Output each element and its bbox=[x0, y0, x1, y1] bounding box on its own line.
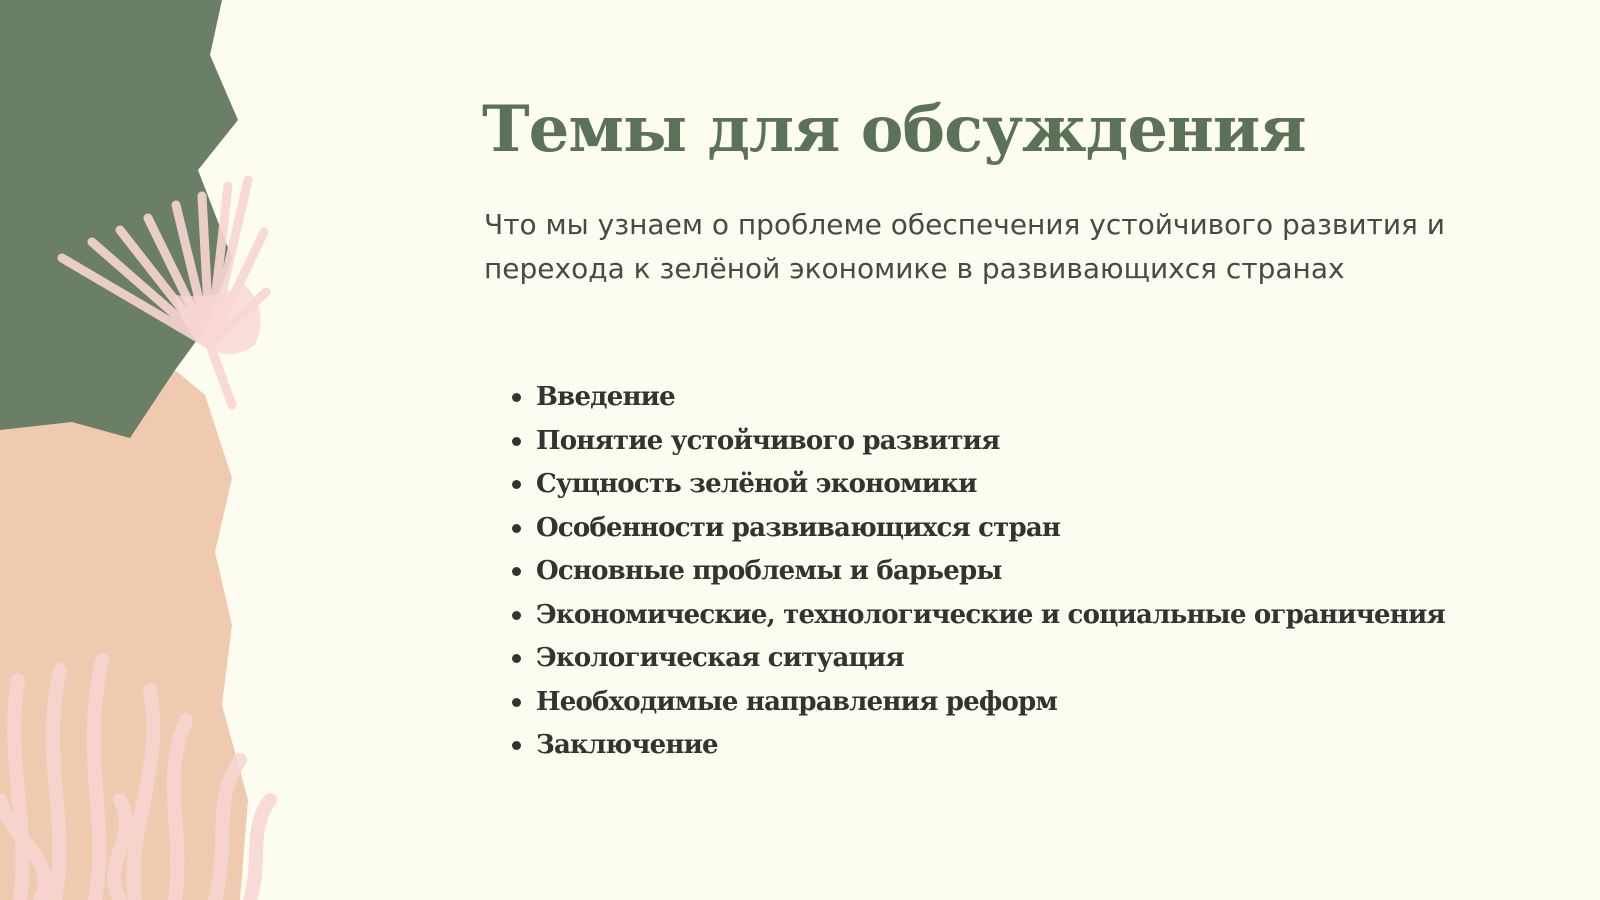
bullet-icon bbox=[512, 741, 521, 750]
list-item bbox=[510, 550, 1445, 594]
bullet-icon bbox=[512, 393, 521, 402]
list-item bbox=[510, 463, 1445, 507]
list-item bbox=[510, 420, 1445, 464]
topic-label: Сущность зелёной экономики bbox=[536, 469, 977, 499]
topics-list bbox=[510, 376, 1445, 768]
topic-label: Понятие устойчивого развития bbox=[536, 425, 1000, 456]
bullet-icon bbox=[512, 698, 521, 707]
topic-label: Экономические, технологические и социальные ограничения bbox=[536, 599, 1445, 630]
bullet-icon bbox=[512, 567, 521, 576]
bullet-icon bbox=[512, 611, 521, 620]
list-item bbox=[510, 724, 1445, 768]
list-item bbox=[510, 681, 1445, 725]
botanical-decoration bbox=[0, 0, 290, 900]
topic-label: Основные проблемы и барьеры bbox=[536, 556, 1002, 586]
topic-label: Экологическая ситуация bbox=[536, 643, 904, 673]
list-item bbox=[510, 637, 1445, 681]
list-item bbox=[510, 507, 1445, 551]
topic-label: Введение bbox=[536, 382, 675, 412]
list-item bbox=[510, 376, 1445, 420]
topic-label: Особенности развивающихся стран bbox=[536, 512, 1061, 543]
bullet-icon bbox=[512, 524, 521, 533]
bullet-icon bbox=[512, 654, 521, 663]
page-title: Темы для обсуждения bbox=[482, 92, 1306, 167]
topic-label: Заключение bbox=[536, 730, 718, 760]
bullet-icon bbox=[512, 437, 521, 446]
topic-label: Необходимые направления реформ bbox=[536, 686, 1058, 717]
list-item bbox=[510, 594, 1445, 638]
page-subtitle: Что мы узнаем о проблеме обеспечения устойчивого развития и перехода к зелёной экономике в развивающихся странах bbox=[484, 208, 1445, 285]
bullet-icon bbox=[512, 480, 521, 489]
